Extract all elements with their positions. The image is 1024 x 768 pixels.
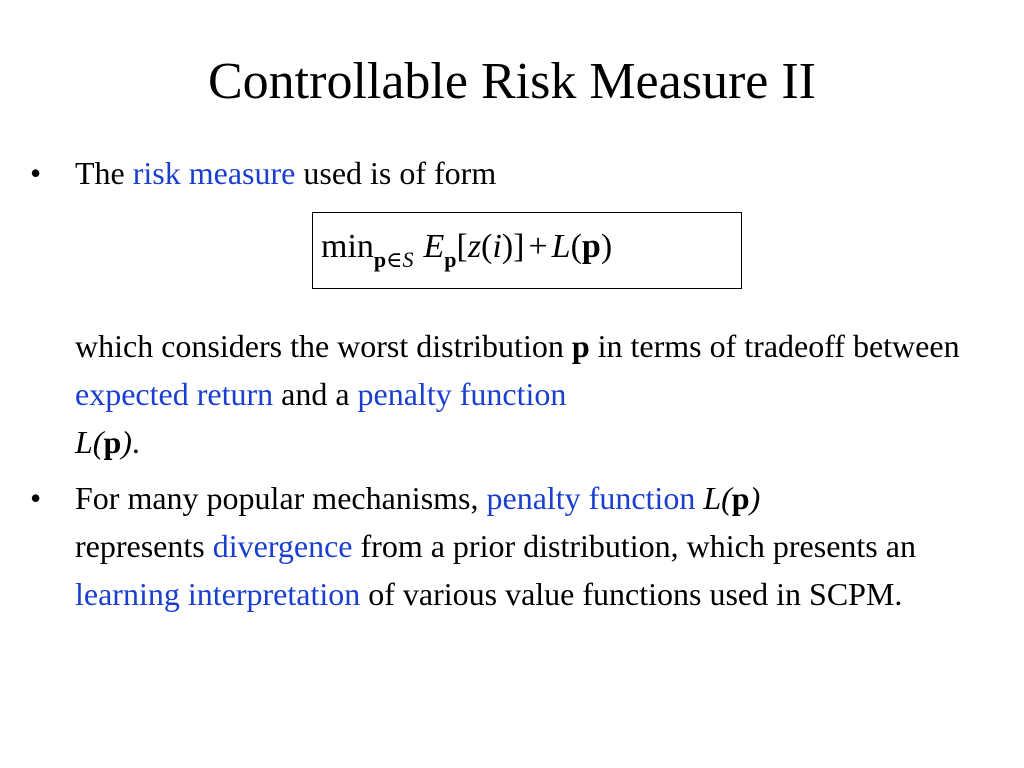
learning-interpretation-term: learning interpretation [75,576,361,612]
expected-return-term: expected return [75,376,274,412]
formula-E-sub: p [444,247,457,272]
slide-title: Controllable Risk Measure II [208,53,816,110]
bullet-2-marker: • [30,480,42,516]
bullet-1-intro-post: used is of form [295,155,497,191]
bullet-2-text-4: of various value functions used in SCPM. [360,576,903,612]
formula-E: E [423,228,445,265]
bullet-2 [30,474,990,618]
formula-min-sub-p: p [373,247,387,272]
formula-min-sub-in: ∈ [386,247,403,272]
formula-min-sub-set: S [402,247,414,272]
explanation-L-p: p [103,424,122,460]
bullet-1 [30,149,990,197]
formula-box [312,212,742,289]
bullet-1-explanation [75,322,995,466]
bullet-1-marker: • [30,155,42,191]
explanation-text-2: in terms of tradeoff between [589,328,960,364]
risk-formula [321,225,613,272]
bullet-2-text-3: from a prior distribution, which presents an [352,528,916,564]
formula-L: L [551,228,571,265]
bullet-1-intro [75,149,990,197]
formula-bracket-open: [ [456,228,468,265]
explanation-L-open: L( [75,424,104,460]
formula-paren-close: ) [501,228,514,265]
bullet-2-L-p: p [731,480,750,516]
explanation-text-1: which considers the worst distribution [75,328,572,364]
explanation-p: p [571,328,590,364]
explanation-L-close: ) [121,424,132,460]
bullet-2-L-close: ) [749,480,761,516]
explanation-end: . [131,424,140,460]
bullet-2-text [75,474,990,618]
formula-i: i [492,228,502,265]
bullet-2-L-open: L( [703,480,732,516]
penalty-function-term-2: penalty function [486,480,696,516]
formula-min: min [321,228,374,265]
risk-measure-term: risk measure [132,155,296,191]
formula-L-paren-open: ( [570,228,582,265]
bullet-2-text-2: represents [75,528,213,564]
formula-paren-open: ( [481,228,493,265]
formula-min-subscript [374,247,414,272]
formula-L-arg: p [581,228,601,265]
penalty-function-term: penalty function [357,376,567,412]
divergence-term: divergence [212,528,353,564]
bullet-2-text-1: For many popular mechanisms, [75,480,487,516]
formula-bracket-close: ] [513,228,525,265]
formula-plus: + [528,228,548,265]
formula-z: z [467,228,482,265]
formula-L-paren-close: ) [600,228,613,265]
explanation-text-3: and a [273,376,358,412]
bullet-1-intro-pre: The [75,155,133,191]
